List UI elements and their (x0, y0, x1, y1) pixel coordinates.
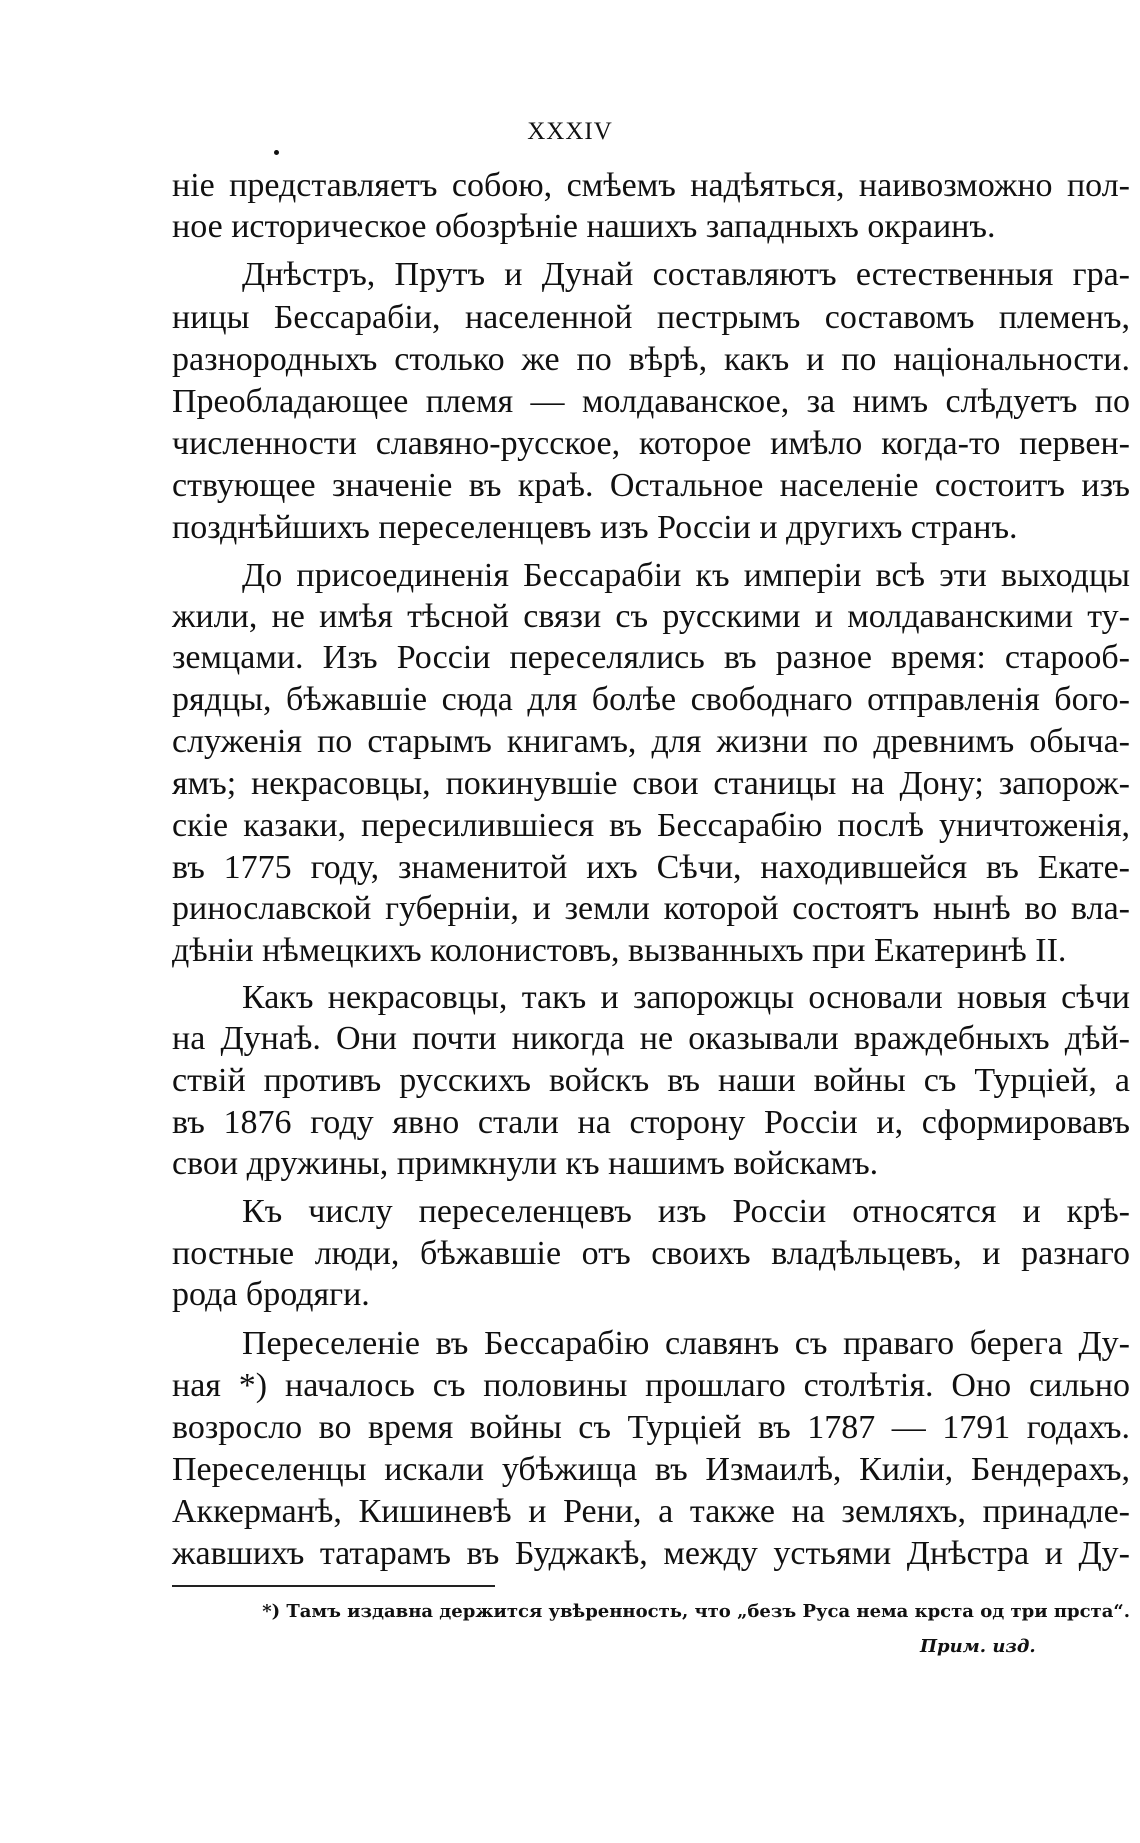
text-line: постные люди, бѣжавшіе отъ своихъ владѣльцевъ, и разнаго (172, 1235, 1130, 1272)
text-line: Переселеніе въ Бессарабію славянъ съ праваго берега Ду- (242, 1325, 1130, 1362)
stray-dot (274, 150, 279, 155)
text-line: Аккерманѣ, Кишиневѣ и Рени, а также на земляхъ, принадле- (172, 1493, 1130, 1530)
text-line: возросло во время войны съ Турціей въ 1787 — 1791 годахъ. (172, 1409, 1130, 1446)
text-line: численности славяно-русское, которое имѣло когда-то первен- (172, 425, 1130, 462)
footnote-attribution: Прим. изд. (920, 1636, 1036, 1657)
text-line: Переселенцы искали убѣжища въ Измаилѣ, Киліи, Бендерахъ, (172, 1451, 1130, 1488)
text-line: на Дунаѣ. Они почти никогда не оказывали враждебныхъ дѣй- (172, 1020, 1130, 1057)
text-line: ствій противъ русскихъ войскъ въ наши войны съ Турціей, а (172, 1062, 1130, 1099)
text-line: въ 1876 году явно стали на сторону Россіи и, сформировавъ (172, 1104, 1130, 1141)
footnote-rule (172, 1585, 495, 1587)
text-line: ное историческое обозрѣніе нашихъ западныхъ окраинъ. (172, 208, 996, 245)
text-line: ная *) началось съ половины прошлаго столѣтія. Оно сильно (172, 1367, 1130, 1404)
text-line: До присоединенія Бессарабіи къ имперіи всѣ эти выходцы (242, 557, 1130, 594)
text-line: скіе казаки, пересилившіеся въ Бессарабію послѣ уничтоженія, (172, 807, 1130, 844)
text-line: жавшихъ татарамъ въ Буджакѣ, между устьями Днѣстра и Ду- (172, 1535, 1130, 1572)
text-line: ринославской губерніи, и земли которой состоятъ нынѣ во вла- (172, 890, 1130, 927)
text-line: свои дружины, примкнули къ нашимъ войскамъ. (172, 1145, 879, 1182)
text-line: служенія по старымъ книгамъ, для жизни по древнимъ обыча- (172, 723, 1130, 760)
text-line: разнородныхъ столько же по вѣрѣ, какъ и по національности. (172, 341, 1130, 378)
text-line: Какъ некрасовцы, такъ и запорожцы основали новыя сѣчи (242, 979, 1130, 1016)
text-line: рода бродяги. (172, 1276, 370, 1313)
text-line: дѣніи нѣмецкихъ колонистовъ, вызванныхъ при Екатеринѣ II. (172, 932, 1067, 969)
text-line: Преобладающее племя — молдаванское, за нимъ слѣдуетъ по (172, 383, 1130, 420)
page-number: XXXIV (527, 118, 613, 145)
footnote-text: *) Тамъ издавна держится увѣренность, что „безъ Руса нема крста од три прста“. (262, 1601, 1130, 1622)
text-line: Днѣстръ, Прутъ и Дунай составляютъ естественныя гра- (242, 256, 1130, 293)
text-line: ницы Бессарабіи, населенной пестрымъ составомъ племенъ, (172, 299, 1130, 336)
text-line: въ 1775 году, знаменитой ихъ Сѣчи, находившейся въ Екате- (172, 849, 1130, 886)
text-line: жили, не имѣя тѣсной связи съ русскими и молдаванскими ту- (172, 598, 1130, 635)
text-line: ямъ; некрасовцы, покинувшіе свои станицы на Дону; запорож- (172, 765, 1130, 802)
text-line: ствующее значеніе въ краѣ. Остальное населеніе состоитъ изъ (172, 467, 1130, 504)
text-line: земцами. Изъ Россіи переселялись въ разное время: старооб- (172, 639, 1130, 676)
text-line: позднѣйшихъ переселенцевъ изъ Россіи и другихъ странъ. (172, 509, 1018, 546)
text-line: Къ числу переселенцевъ изъ Россіи относятся и крѣ- (242, 1193, 1130, 1230)
text-line: рядцы, бѣжавшіе сюда для болѣе свободнаго отправленія бого- (172, 681, 1130, 718)
text-line: ніе представляетъ собою, смѣемъ надѣяться, наивозможно пол- (172, 167, 1130, 204)
